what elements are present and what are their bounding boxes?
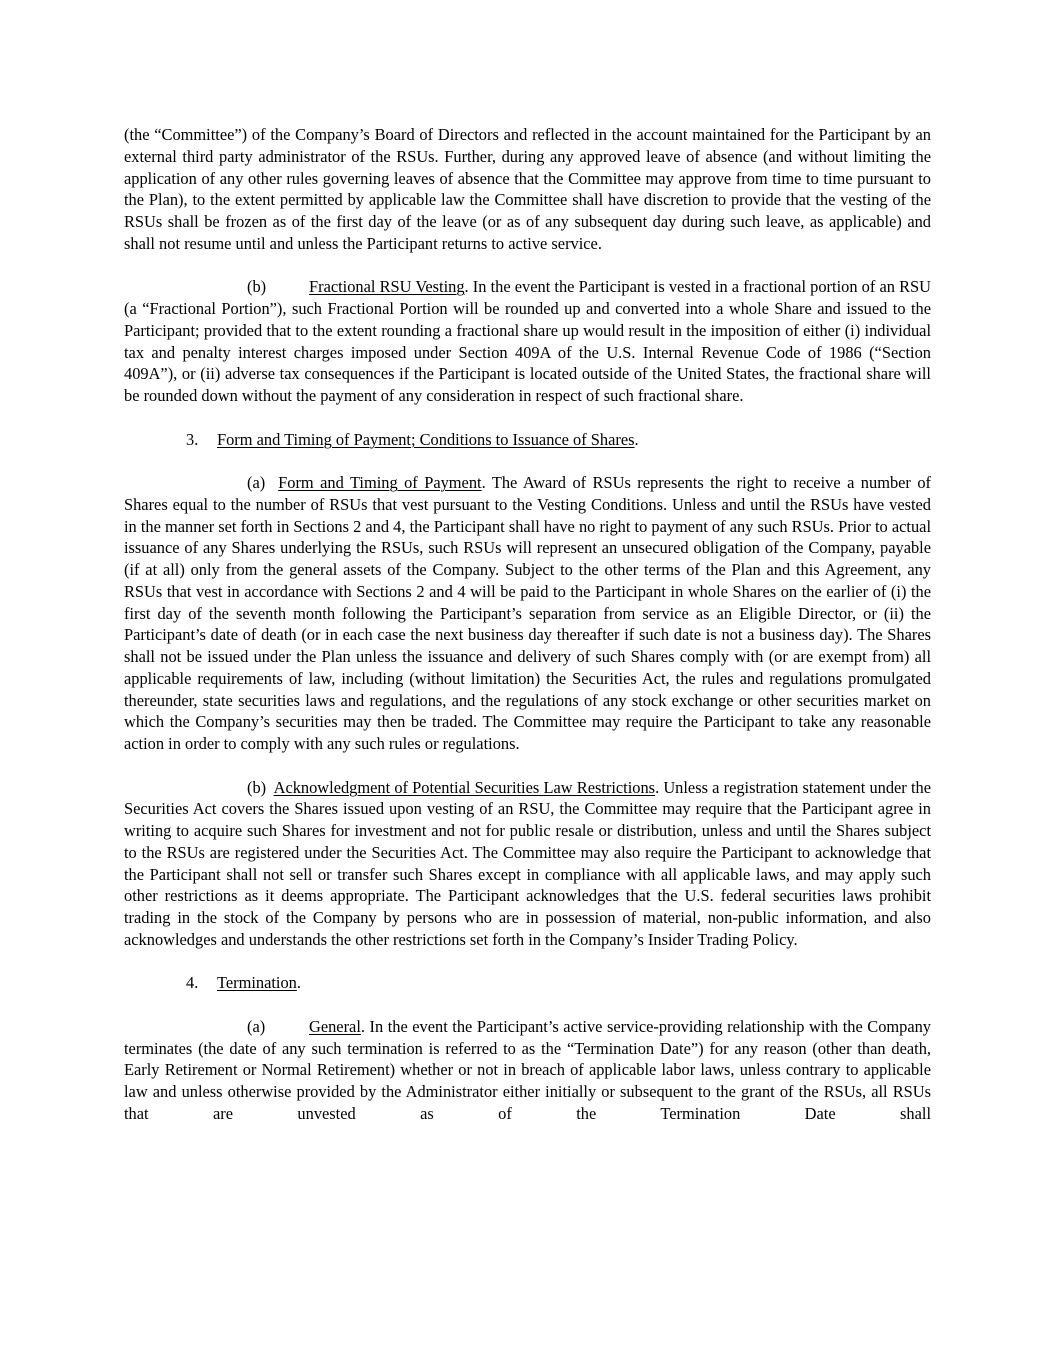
section-2b-fractional-vesting	[124, 276, 931, 407]
section-2b-body: . In the event the Participant is vested in a fractional portion of an RSU (a “Fractional Portion”), such Fractional Portion will be rounded up and converted into a whole Share and issued to the Participant; provided that to the extent rounding a fractional share up would result in the imposition of either (i) individual tax and penalty interest charges imposed under Section 409A of the U.S. Internal Revenue Code of 1986 (“Section 409A”), or (ii) adverse tax consequences if the Participant is located outside of the United States, the fractional share will be rounded down without the payment of any consideration in respect of such fractional share.	[124, 277, 931, 405]
section-3b-label: (b)	[247, 777, 267, 797]
section-4-suffix: .	[296, 973, 301, 993]
section-3b-title: Acknowledgment of Potential Securities Law Restrictions	[273, 777, 656, 797]
section-3a-body: . The Award of RSUs represents the right to receive a number of Shares equal to the number of RSUs that vest pursuant to the Vesting Conditions. Unless and until the RSUs have vested in the manner set forth in Sections 2 and 4, the Participant shall have no right to payment of any such RSUs. Prior to actual issuance of any Shares underlying the RSUs, such RSUs will represent an unsecured obligation of the Company, payable (if at all) only from the general assets of the Company. Subject to the other terms of the Plan and this Agreement, any RSUs that vest in accordance with Sections 2 and 4 will be paid to the Participant in whole Shares on the earlier of (i) the first day of the seventh month following the Participant’s separation from service as an Eligible Director, or (ii) the Participant’s date of death (or in each case the next business day thereafter if such date is not a business day). The Shares shall not be issued under the Plan unless the issuance and delivery of such Shares comply with (or are exempt from) all applicable requirements of law, including (without limitation) the Securities Act, the rules and regulations promulgated thereunder, state securities laws and regulations, and the regulations of any stock exchange or other securities market on which the Company’s securities may then be traded. The Committee may require the Participant to take any reasonable action in order to comply with any such rules or regulations.	[124, 473, 931, 753]
section-4-title: Termination	[217, 973, 297, 993]
section-3-heading	[124, 429, 931, 451]
section-3b-securities-restrictions	[124, 777, 931, 951]
section-3a-label: (a)	[247, 473, 266, 492]
section-3-number: 3.	[186, 429, 199, 449]
section-2b-title: Fractional RSU Vesting	[309, 277, 465, 297]
document-page	[124, 124, 931, 1146]
section-4a-general	[124, 1016, 931, 1125]
section-4-number: 4.	[186, 973, 199, 993]
section-3-title: Form and Timing of Payment; Conditions to Issuance of Shares	[217, 429, 635, 449]
section-3a-title: Form and Timing of Payment	[278, 473, 482, 492]
section-4-heading	[124, 972, 931, 994]
paragraph-leave-of-absence: (the “Committee”) of the Company’s Board of Directors and reflected in the account maintained for the Participant by an external third party administrator of the RSUs. Further, during any approved leave of absence (and without limiting the application of any other rules governing leaves of absence that the Committee may approve from time to time pursuant to the Plan), to the extent permitted by applicable law the Committee shall have discretion to provide that the vesting of the RSUs shall be frozen as of the first day of the leave (or as of any subsequent day during such leave, as applicable) and shall not resume until and unless the Participant returns to active service.	[124, 125, 931, 253]
section-4a-body: . In the event the Participant’s active service-providing relationship with the Company terminates (the date of any such termination is referred to as the “Termination Date”) for any reason (other than death, Early Retirement or Normal Retirement) whether or not in breach of applicable labor laws, unless contrary to applicable law and unless otherwise provided by the Administrator either initially or subsequent to the grant of the RSUs, all RSUs that are unvested as of the Termination Date shall	[124, 1016, 931, 1123]
section-4a-label: (a)	[247, 1016, 266, 1036]
section-4a-title: General	[309, 1016, 361, 1036]
section-3a-form-timing	[124, 472, 931, 755]
section-3-suffix: .	[634, 429, 639, 449]
section-3b-body: . Unless a registration statement under the Securities Act covers the Shares issued upon vesting of an RSU, the Committee may require that the Participant agree in writing to acquire such Shares for investment and not for public resale or distribution, unless and until the Shares subject to the RSUs are registered under the Securities Act. The Committee may also require the Participant to acknowledge that the Participant shall not sell or transfer such Shares except in compliance with all applicable laws, and may apply such other restrictions as it deems appropriate. The Participant acknowledges that the U.S. federal securities laws prohibit trading in the stock of the Company by persons who are in possession of material, non-public information, and also acknowledges and understands the other restrictions set forth in the Company’s Insider Trading Policy.	[124, 777, 931, 949]
section-2b-label: (b)	[247, 277, 267, 297]
